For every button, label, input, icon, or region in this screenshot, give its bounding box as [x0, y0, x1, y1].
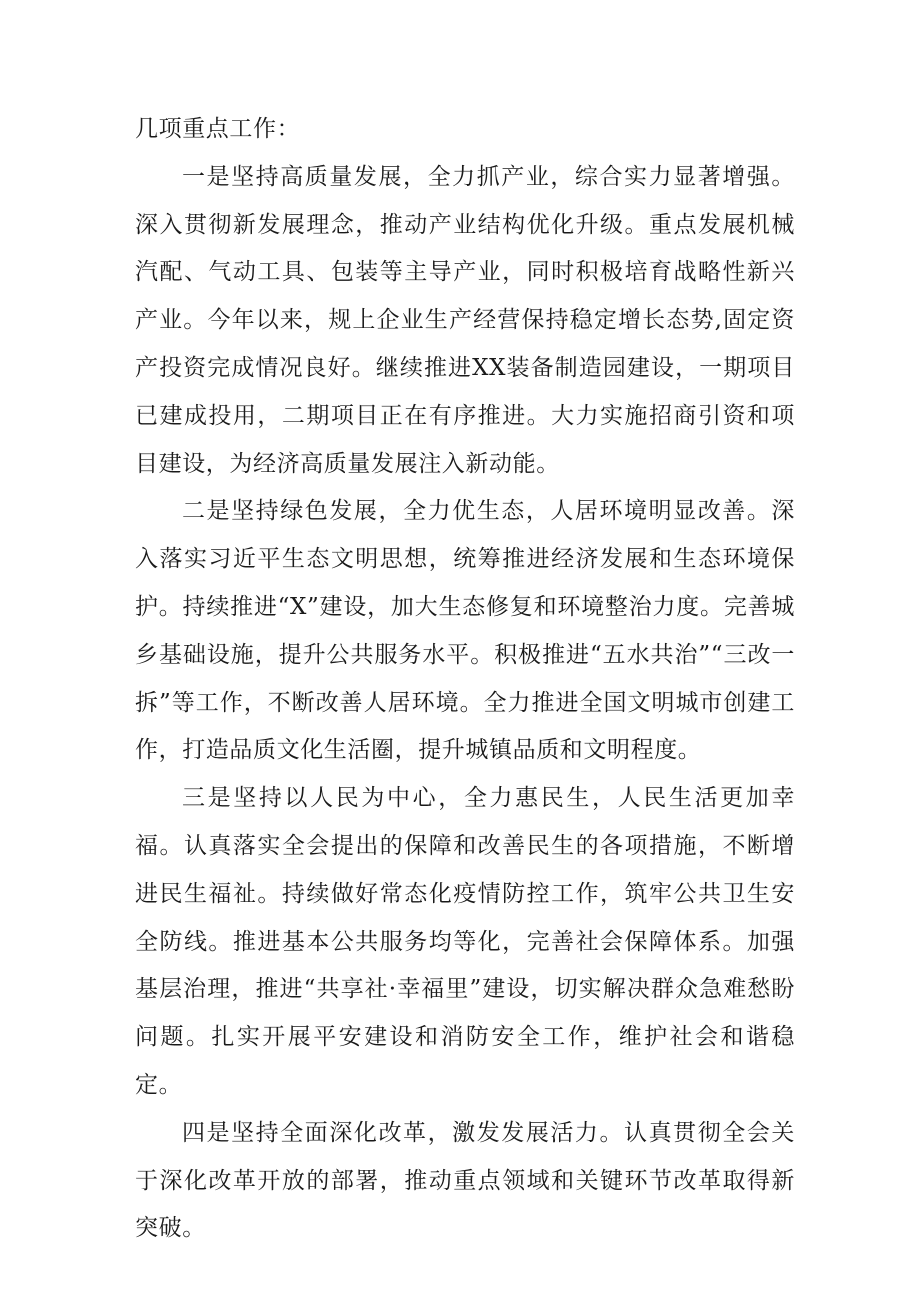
paragraph-ecology: 二是坚持绿色发展，全力优生态，人居环境明显改善。深入落实习近平生态文明思想，统筹推进经济发展和生态环境保护。持续推进“X”建设，加大生态修复和环境整治力度。完善城乡基础设施，提升公共服务水平。积极推进“五水共治”“三改一拆”等工作，不断改善人居环境。全力推进全国文明城市创建工作，打造品质文化生活圈，提升城镇品质和文明程度。	[135, 498, 795, 764]
paragraph-industry: 一是坚持高质量发展，全力抓产业，综合实力显著增强。深入贯彻新发展理念，推动产业结构优化升级。重点发展机械汽配、气动工具、包装等主导产业，同时积极培育战略性新兴产业。今年以来，规上企业生产经营保持稳定增长态势,固定资产投资完成情况良好。继续推进XX装备制造园建设，一期项目已建成投用，二期项目正在有序推进。大力实施招商引资和项目建设，为经济高质量发展注入新动能。	[135, 163, 795, 477]
intro-line: 几项重点工作：	[135, 116, 301, 142]
paragraph-livelihood: 三是坚持以人民为中心，全力惠民生，人民生活更加幸福。认真落实全会提出的保障和改善民生的各项措施，不断增进民生福祉。持续做好常态化疫情防控工作，筑牢公共卫生安全防线。推进基本公共服务均等化，完善社会保障体系。加强基层治理，推进“共享社·幸福里”建设，切实解决群众急难愁盼问题。扎实开展平安建设和消防安全工作，维护社会和谐稳定。	[135, 785, 795, 1098]
paragraph-reform: 四是坚持全面深化改革，激发发展活力。认真贯彻全会关于深化改革开放的部署，推动重点领域和关键环节改革取得新突破。	[135, 1119, 795, 1242]
document-body	[135, 106, 795, 1253]
